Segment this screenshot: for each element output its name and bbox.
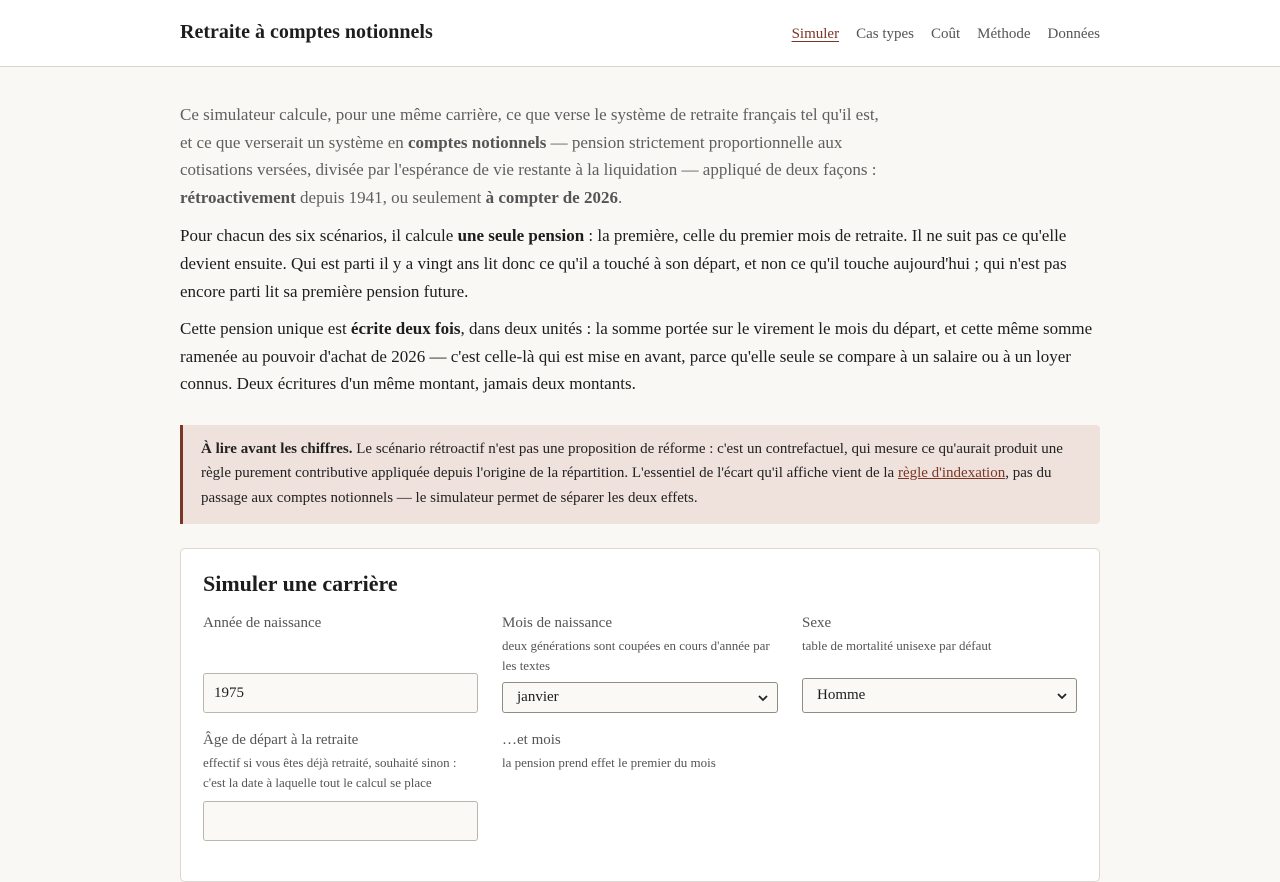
nav-cout[interactable]: Coût — [930, 26, 961, 42]
sex-label: Sexe — [802, 615, 832, 632]
lede-text: Ce simulateur calcule, pour une même carrière, ce que verse le système de retraite français tel qu'il est, et ce que verserait un système en — [180, 105, 879, 152]
main-content — [180, 67, 1100, 882]
retire-month-hint: la pension prend effet le premier du mois — [502, 755, 716, 771]
simulator-card — [180, 548, 1100, 882]
sex-value: Homme — [817, 687, 866, 704]
paragraph-text: Cette pension unique est — [180, 319, 351, 339]
paragraph-text: , dans deux unités : la somme portée sur le virement le mois du départ, et cette même somme ramenée au pouvoir d'achat de 2026 — c'est celle-là qui est mise en avant, parce qu'elle seule se compare à un salaire ou à un loyer connus. Deux écritures d'un même montant, jamais deux montants. — [180, 319, 1093, 394]
main-nav — [792, 26, 1100, 43]
lede-text: . — [617, 187, 623, 207]
warning-callout — [180, 425, 1100, 525]
paragraph-emphasis: une seule pension — [457, 226, 585, 246]
site-title[interactable]: Retraite à comptes notionnels — [180, 21, 433, 43]
intro-paragraph-scenarios — [180, 222, 1100, 305]
lede-emphasis: rétroactivement — [180, 187, 296, 207]
sex-hint: table de mortalité unisexe par défaut — [802, 638, 992, 654]
sex-field — [802, 613, 1077, 713]
paragraph-text: Pour chacun des six scénarios, il calcule — [180, 226, 458, 246]
lede-text: — pension strictement proportionnelle aux cotisations versées, divisée par l'espérance de vie restante à la liquidation — appliqué de deux façons : — [180, 132, 877, 180]
birth-year-label: Année de naissance — [203, 615, 322, 632]
birth-month-value: janvier — [517, 689, 559, 706]
top-bar — [0, 0, 1280, 67]
nav-donnees[interactable]: Données — [1047, 26, 1100, 42]
sex-select[interactable] — [802, 678, 1077, 713]
birth-month-field — [502, 613, 778, 713]
simulator-title: Simuler une carrière — [203, 571, 398, 597]
retire-age-hint: effectif si vous êtes déjà retraité, souhaité sinon : c'est la date à laquelle tout le calcul se place — [203, 755, 457, 791]
birth-year-input[interactable]: 1975 — [203, 673, 478, 713]
nav-cas-types[interactable]: Cas types — [856, 26, 914, 42]
warning-lead: À lire avant les chiffres. — [201, 440, 353, 457]
chevron-down-icon — [757, 692, 769, 704]
warning-text: Le scénario rétroactif n'est pas une proposition de réforme : c'est un contrefactuel, qui mesure ce qu'aurait produit une règle purement contributive appliquée depuis l'origine de la répartition. L'essentiel de l'écart qu'il affiche vient de la — [201, 440, 1063, 482]
simulator-form-row-1 — [203, 613, 1077, 713]
lede-emphasis: comptes notionnels — [408, 132, 547, 152]
paragraph-text: : la première, celle du premier mois de retraite. Il ne suit pas ce qu'elle devient ensuite. Qui est parti il y a vingt ans lit donc ce qu'il a touché à son départ, et non ce qu'il touche aujourd'hui ; qui n'est pas encore parti lit sa première pension future. — [180, 226, 1067, 301]
retire-month-label: …et mois — [502, 732, 561, 749]
retire-age-input[interactable] — [203, 801, 478, 841]
empty-cell — [802, 730, 1077, 841]
nav-methode[interactable]: Méthode — [977, 26, 1031, 42]
top-bar-inner — [180, 0, 1100, 67]
birth-year-field — [203, 613, 478, 713]
birth-month-label: Mois de naissance — [502, 615, 612, 632]
intro-lede — [180, 101, 885, 211]
nav-simuler[interactable]: Simuler — [791, 26, 840, 42]
retire-month-field — [502, 730, 778, 841]
chevron-down-icon — [1056, 690, 1068, 702]
lede-text: depuis 1941, ou seulement — [295, 187, 486, 207]
indexation-rule-link[interactable]: règle d'indexation — [897, 465, 1006, 482]
retire-age-label: Âge de départ à la retraite — [203, 732, 359, 749]
birth-month-select[interactable] — [502, 682, 778, 713]
warning-text: , pas du passage aux comptes notionnels — le simulateur permet de séparer les deux effets. — [201, 465, 1052, 506]
paragraph-emphasis: écrite deux fois — [350, 319, 461, 339]
birth-month-hint: deux générations sont coupées en cours d'année par les textes — [502, 638, 770, 674]
retire-age-field — [203, 730, 478, 841]
simulator-form-row-2 — [203, 730, 1077, 841]
lede-emphasis: à compter de 2026 — [485, 187, 618, 207]
intro-paragraph-units — [180, 315, 1100, 398]
